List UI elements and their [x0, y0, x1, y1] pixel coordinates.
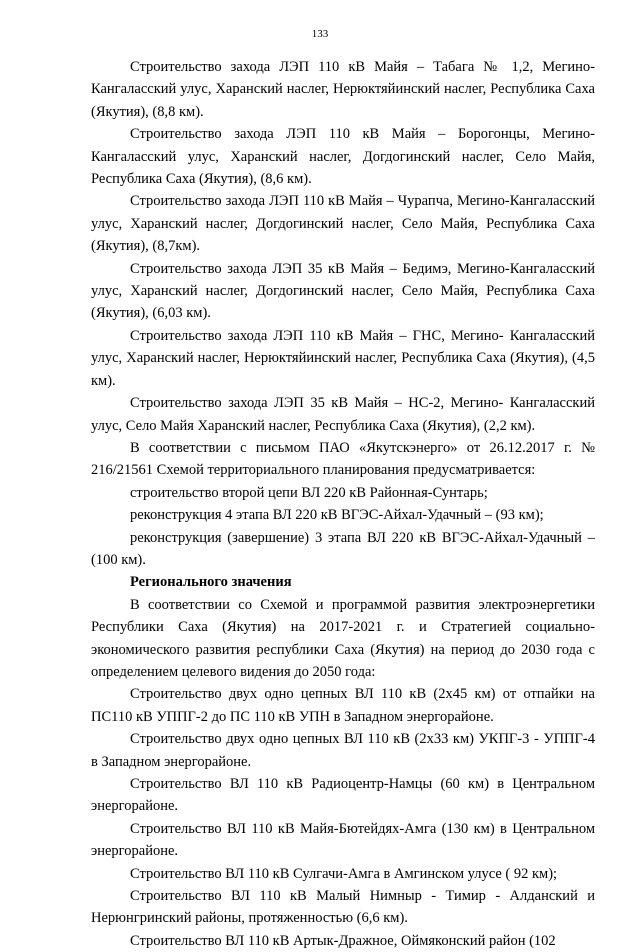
paragraph: В соответствии с письмом ПАО «Якутскэнерго» от 26.12.2017 г. № 216/21561 Схемой территориального планирования предусматривается:: [91, 439, 595, 479]
paragraph: Строительство ВЛ 110 кВ Сулгачи-Амга в Амгинском улусе ( 92 км);: [130, 865, 558, 882]
paragraph: Строительство захода ЛЭП 110 кВ Майя – Борогонцы, Мегино-Кангаласский улус, Харанский наслег, Догдогинский наслег, Село Майя, Республика Саха (Якутия), (8,6 км).: [91, 126, 595, 188]
list-item: реконструкция 4 этапа ВЛ 220 кВ ВГЭС-Айхал-Удачный – (93 км);: [130, 507, 544, 524]
paragraph: Строительство захода ЛЭП 35 кВ Майя – Бедимэ, Мегино-Кангаласский улус, Харанский наслег, Догдогинский наслег, Село Майя, Республика Саха (Якутия), (6,03 км).: [91, 260, 595, 322]
paragraph: Строительство двух одно цепных ВЛ 110 кВ (2х33 км) УКПГ-3 - УППГ-4 в Западном энергорайоне.: [91, 731, 595, 770]
page-number: 133: [311, 28, 329, 40]
paragraph: Строительство захода ЛЭП 110 кВ Майя – ГНС, Мегино- Кангаласский улус, Харанский наслег, Нерюктяйинский наслег, Республика Саха (Якутия), (4,5 км).: [91, 327, 595, 389]
paragraph: Строительство захода ЛЭП 110 кВ Майя – Табага № 1,2, Мегино-Кангаласский улус, Харанский наслег, Нерюктяйинский наслег, Республика Саха (Якутия), (8,8 км).: [91, 59, 595, 120]
paragraph: Строительство ВЛ 110 кВ Радиоцентр-Намцы (60 км) в Центральном энергорайоне.: [91, 776, 595, 815]
paragraph: Строительство ВЛ 110 кВ Малый Нимныр - Тимир - Алданский и Нерюнгринский районы, протяженностью (6,6 км).: [91, 888, 595, 927]
paragraph: Строительство ВЛ 110 кВ Артык-Дражное, Оймяконский район (102: [130, 932, 556, 949]
paragraph: В соответствии со Схемой и программой развития электроэнергетики Республики Саха (Якутия) на 2017-2021 г. и Стратегией социально-экономического развития республики Саха (Якутия) на период до 2030 года с определением целевого видения до 2050 года:: [91, 596, 595, 680]
paragraph: Строительство захода ЛЭП 110 кВ Майя – Чурапча, Мегино-Кангаласский улус, Харанский наслег, Догдогинский наслег, Село Майя, Республика Саха (Якутия), (8,7км).: [91, 193, 595, 255]
list-item: реконструкция (завершение) 3 этапа ВЛ 220 кВ ВГЭС-Айхал-Удачный – (100 км).: [91, 529, 595, 568]
document-body: [91, 56, 595, 952]
paragraph: Строительство ВЛ 110 кВ Майя-Бютейдях-Амга (130 км) в Центральном энергорайоне.: [91, 820, 595, 860]
section-heading: Регионального значения: [130, 574, 292, 591]
list-item: строительство второй цепи ВЛ 220 кВ Районная-Сунтарь;: [130, 484, 488, 501]
paragraph: Строительство захода ЛЭП 35 кВ Майя – НС-2, Мегино- Кангаласский улус, Село Майя Харанский наслег, Республика Саха (Якутия), (2,2 км).: [91, 395, 595, 434]
paragraph: Строительство двух одно цепных ВЛ 110 кВ (2х45 км) от отпайки на ПС110 кВ УППГ-2 до ПС 110 кВ УПН в Западном энергорайоне.: [91, 686, 595, 725]
